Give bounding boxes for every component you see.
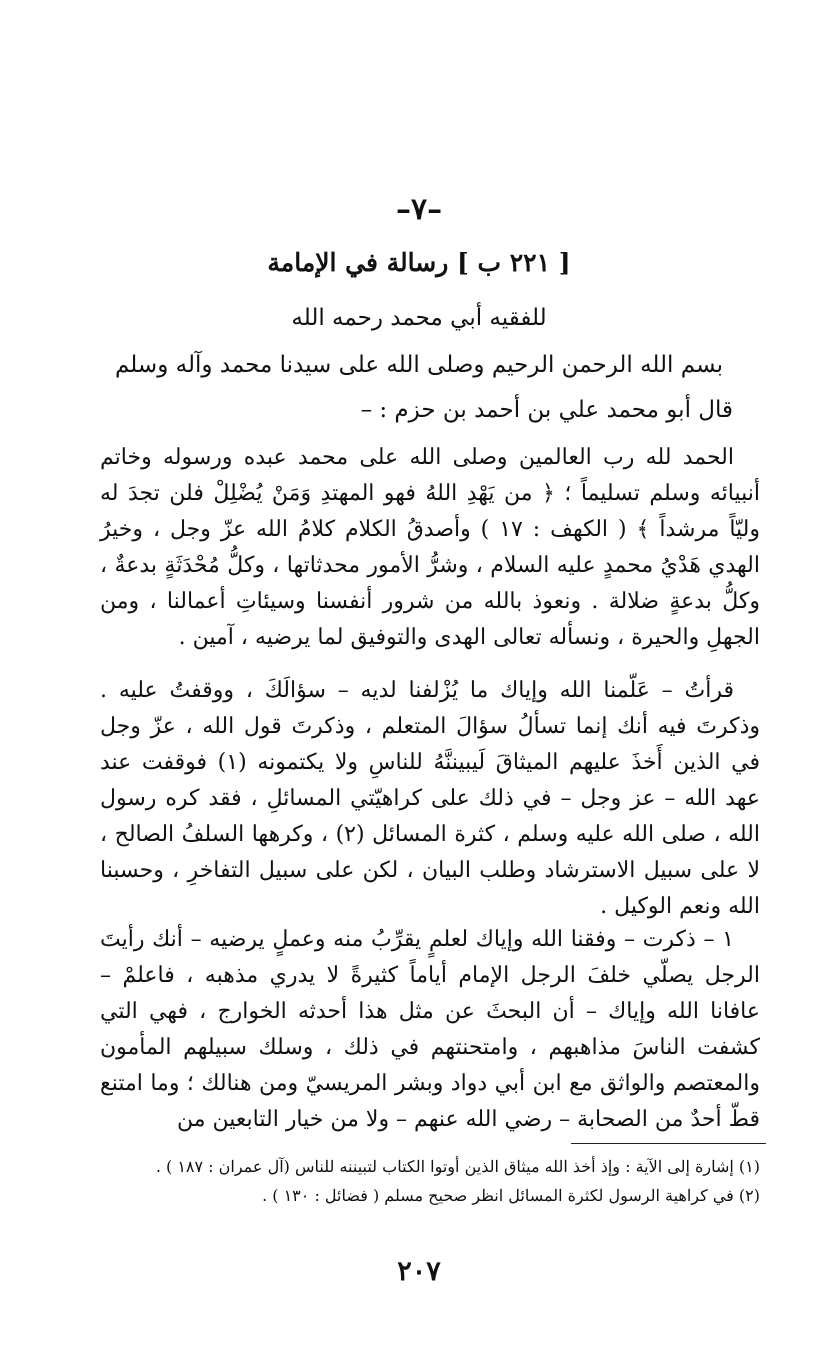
subtitle: للفقيه أبي محمد رحمه الله [291,305,547,331]
paragraph-point-one: ١ – ذكرت – وفقنا الله وإياك لعلمٍ يقرِّبُ منه وعملٍ يرضيه – أنك رأيتَ الرجل يصلّي خلفَ الرجل الإمام أياماً كثيرةً لا يدري مذهبه ، فاعلمْ – عافانا الله وإياك – أن البحثَ عن مثل هذا أحدثه الخوارج ، فهي التي كشفت الناسَ مذاهبهم ، وامتحنتهم في ذلك ، وسلك سبيلهم المأمون والمعتصم والواثق مع ابن أبي دواد وبشر المريسيّ ومن هنالك ؛ وما امتنع قطّ أحدٌ من الصحابة – رضي الله عنهم – ولا من خيار التابعين من [100,927,760,1132]
section-number: –٧– [395,192,443,227]
intro-line: قال أبو محمد علي بن أحمد بن حزم : – [360,397,733,423]
paragraph-praise: الحمد لله رب العالمين وصلى الله على محمد عبده ورسوله وخاتم أنبيائه وسلم تسليماً ؛ ﴿ من يَهْدِ اللهُ فهو المهتدِ وَمَنْ يُضْلِلْ فلن تجدَ له وليّاً مرشداً ﴾ ( الكهف : ١٧ ) وأصدقُ الكلام كلامُ الله عزّ وجل ، وخيرُ الهدي هَدْيُ محمدٍ عليه السلام ، وشرُّ الأمور محدثاتها ، وكلُّ مُحْدَثَةٍ بدعةٌ ، وكلُّ بدعةٍ ضلالة . ونعوذ بالله من شرور أنفسنا وسيئاتِ أعمالنا ، ومن الجهلِ والحيرة ، ونسأله تعالى الهدى والتوفيق لما يرضيه ، آمين . [100,445,760,650]
paragraph-reading: قرأتُ – عَلّمنا الله وإياك ما يُزْلفنا لديه – سؤالَكَ ، ووقفتُ عليه . وذكرتَ فيه أنك إنما تسألُ سؤالَ المتعلم ، وذكرتَ قول الله ، عزّ وجل في الذين أَخذَ عليهم الميثاقَ لَيبيننَّهُ للناسِ ولا يكتمونه (١) فوقفت عند عهد الله – عز وجل – في ذلك على كراهيّتي المسائلِ ، فقد كره رسول الله ، صلى الله عليه وسلم ، كثرة المسائل (٢) ، وكرهها السلفُ الصالح ، لا على سبيل الاسترشاد وطلب البيان ، لكن على سبيل التفاخرِ ، وحسبنا الله ونعم الوكيل . [100,678,761,919]
footnote-divider [571,1143,766,1144]
footnotes [150,1152,760,1210]
basmala: بسم الله الرحمن الرحيم وصلى الله على سيدنا محمد وآله وسلم [115,352,723,378]
section-title: [ ٢٢١ ب ] رسالة في الإمامة [267,248,571,277]
footnote-1: (١) إشارة إلى الآية : وإذ أخذ الله ميثاق الذين أوتوا الكتاب لتبيننه للناس (آل عمران : ١٨٧ ) . [155,1157,760,1176]
page-number: ٢٠٧ [397,1256,441,1287]
footnote-2: (٢) في كراهية الرسول لكثرة المسائل انظر صحيح مسلم ( فضائل : ١٣٠ ) . [262,1186,760,1205]
